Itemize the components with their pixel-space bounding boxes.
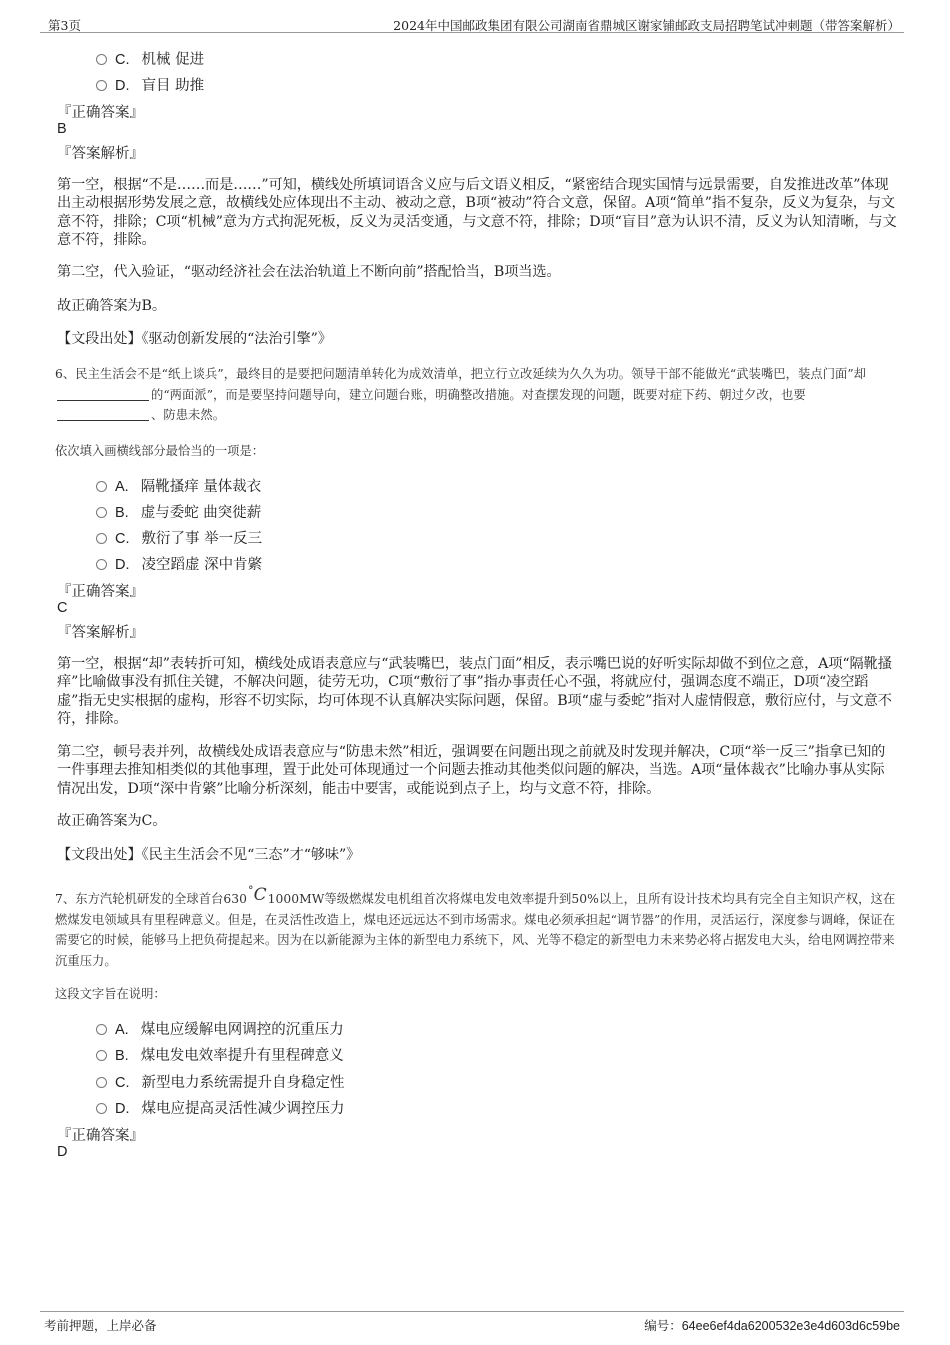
radio-icon[interactable] xyxy=(96,481,107,492)
option-c[interactable]: C. 敷衍了事 举一反三 xyxy=(96,527,262,547)
page-number: 第3页 xyxy=(48,18,81,33)
question-prompt: 这段文字旨在说明： xyxy=(55,987,166,1001)
option-c[interactable]: C. 机械 促进 xyxy=(96,48,204,68)
answer-label: 『正确答案』 xyxy=(57,584,144,600)
option-a[interactable]: A. 煤电应缓解电网调控的沉重压力 xyxy=(96,1018,344,1038)
option-d[interactable]: D. 煤电应提高灵活性减少调控压力 xyxy=(96,1097,345,1117)
footer-slogan: 考前押题，上岸必备 xyxy=(44,1318,157,1333)
analysis-conclusion: 故正确答案为B。 xyxy=(57,298,166,314)
radio-icon[interactable] xyxy=(96,1103,107,1114)
radio-icon[interactable] xyxy=(96,507,107,518)
document-title: 2024年中国邮政集团有限公司湖南省鼎城区谢家铺邮政支局招聘笔试冲刺题（带答案解析） xyxy=(393,18,900,33)
correct-answer: B xyxy=(57,121,67,137)
radio-icon[interactable] xyxy=(96,1077,107,1088)
radio-icon[interactable] xyxy=(96,559,107,570)
analysis-label: 『答案解析』 xyxy=(57,625,144,641)
question-prompt: 依次填入画横线部分最恰当的一项是： xyxy=(55,444,265,458)
analysis-label: 『答案解析』 xyxy=(57,146,144,162)
blank-2 xyxy=(57,420,149,421)
answer-label: 『正确答案』 xyxy=(57,105,144,121)
page-header xyxy=(40,14,904,33)
document-code: 编号：64ee6ef4da6200532e3e4d603d6c59be xyxy=(644,1318,900,1333)
radio-icon[interactable] xyxy=(96,1050,107,1061)
radio-icon[interactable] xyxy=(96,533,107,544)
analysis-paragraph: 第一空，根据“却”表转折可知，横线处成语表意应与“武装嘴巴，装点门面”相反，表示嘴巴说的好听实际却做不到位之意，A项“隔靴搔痒”比喻做事没有抓住关键，不解决问题，徒劳无功，C项“敷衍了事”指办事责任心不强，将就应付，强调态度不端正，D项“凌空蹈虚”指无史实根据的虚构，形容不切实际，均可体现不认真解决实际问题，保留。B项“虚与委蛇”指对人虚情假意，敷衍应付，与文意不符，排除。 xyxy=(57,656,892,728)
radio-icon[interactable] xyxy=(96,1024,107,1035)
blank-1 xyxy=(57,400,149,401)
option-d[interactable]: D. 盲目 助推 xyxy=(96,74,204,94)
degree-unit: °C xyxy=(248,884,267,905)
option-b[interactable]: B. 煤电发电效率提升有里程碑意义 xyxy=(96,1044,344,1064)
radio-icon[interactable] xyxy=(96,80,107,91)
analysis-paragraph: 第二空，顿号表并列，故横线处成语表意应与“防患未然”相近，强调要在问题出现之前就及时发现并解决，C项“举一反三”指拿已知的一件事理去推知相类似的其他事理，置于此处可体现通过一个问题去推动其他类似问题的解决，当选。A项“量体裁衣”比喻办事从实际情况出发，D项“深中肯綮”比喻分析深刻，能击中要害，或能说到点子上，均与文意不符，排除。 xyxy=(57,744,886,797)
option-d[interactable]: D. 凌空蹈虚 深中肯綮 xyxy=(96,553,262,573)
radio-icon[interactable] xyxy=(96,54,107,65)
answer-label: 『正确答案』 xyxy=(57,1128,144,1144)
analysis-paragraph: 第二空，代入验证，“驱动经济社会在法治轨道上不断向前”搭配恰当，B项当选。 xyxy=(57,264,561,280)
correct-answer: C xyxy=(57,600,68,616)
analysis-paragraph: 第一空，根据“不是……而是……”可知，横线处所填词语含义应与后文语义相反，“紧密结合现实国情与远景需要，自发推进改革”体现出主动根据形势发展之意，故横线处应体现出不主动、被动之意，B项“被动”符合文意，保留。A项“简单”指不复杂，反义为复杂，与文意不符，排除；C项“机械”意为方式拘泥死板，反义为灵活变通，与文意不符，排除；D项“盲目”意为认识不清，反义为认知清晰，与文意不符，排除。 xyxy=(57,177,897,249)
option-c[interactable]: C. 新型电力系统需提升自身稳定性 xyxy=(96,1071,345,1091)
option-a[interactable]: A. 隔靴搔痒 量体裁衣 xyxy=(96,475,261,495)
source-note: 【文段出处】《驱动创新发展的“法治引擎”》 xyxy=(57,331,332,347)
correct-answer: D xyxy=(57,1144,68,1160)
analysis-conclusion: 故正确答案为C。 xyxy=(57,813,167,829)
page-footer xyxy=(40,1311,904,1336)
question-stem: 7、东方汽轮机研发的全球首台630°C1000MW等级燃煤发电机组首次将煤电发电效率提升到50%以上，且所有设计技术均具有完全自主知识产权，这在燃煤发电领域具有里程碑意义。但是，在灵活性改造上，煤电还远远达不到市场需求。煤电必须承担起“调节器”的作用，灵活运行，深度参与调峰，保证在需要它的时候，能够马上把负荷提起来。因为在以新能源为主体的新型电力系统下，风、光等不稳定的新型电力未来势必将占据发电大头，给电网调控带来沉重压力。 xyxy=(55,884,896,968)
question-stem: 6、民主生活会不是“纸上谈兵”，最终目的是要把问题清单转化为成效清单，把立行立改延续为久久为功。领导干部不能做光“武装嘴巴，装点门面”却的“两面派”，而是要坚持问题导向，建立问题台账，明确整改措施。对查摆发现的问题，既要对症下药、朝过夕改，也要、防患未然。 xyxy=(55,367,867,422)
option-b[interactable]: B. 虚与委蛇 曲突徙薪 xyxy=(96,501,261,521)
source-note: 【文段出处】《民主生活会不见“三态”才“够味”》 xyxy=(57,847,361,863)
